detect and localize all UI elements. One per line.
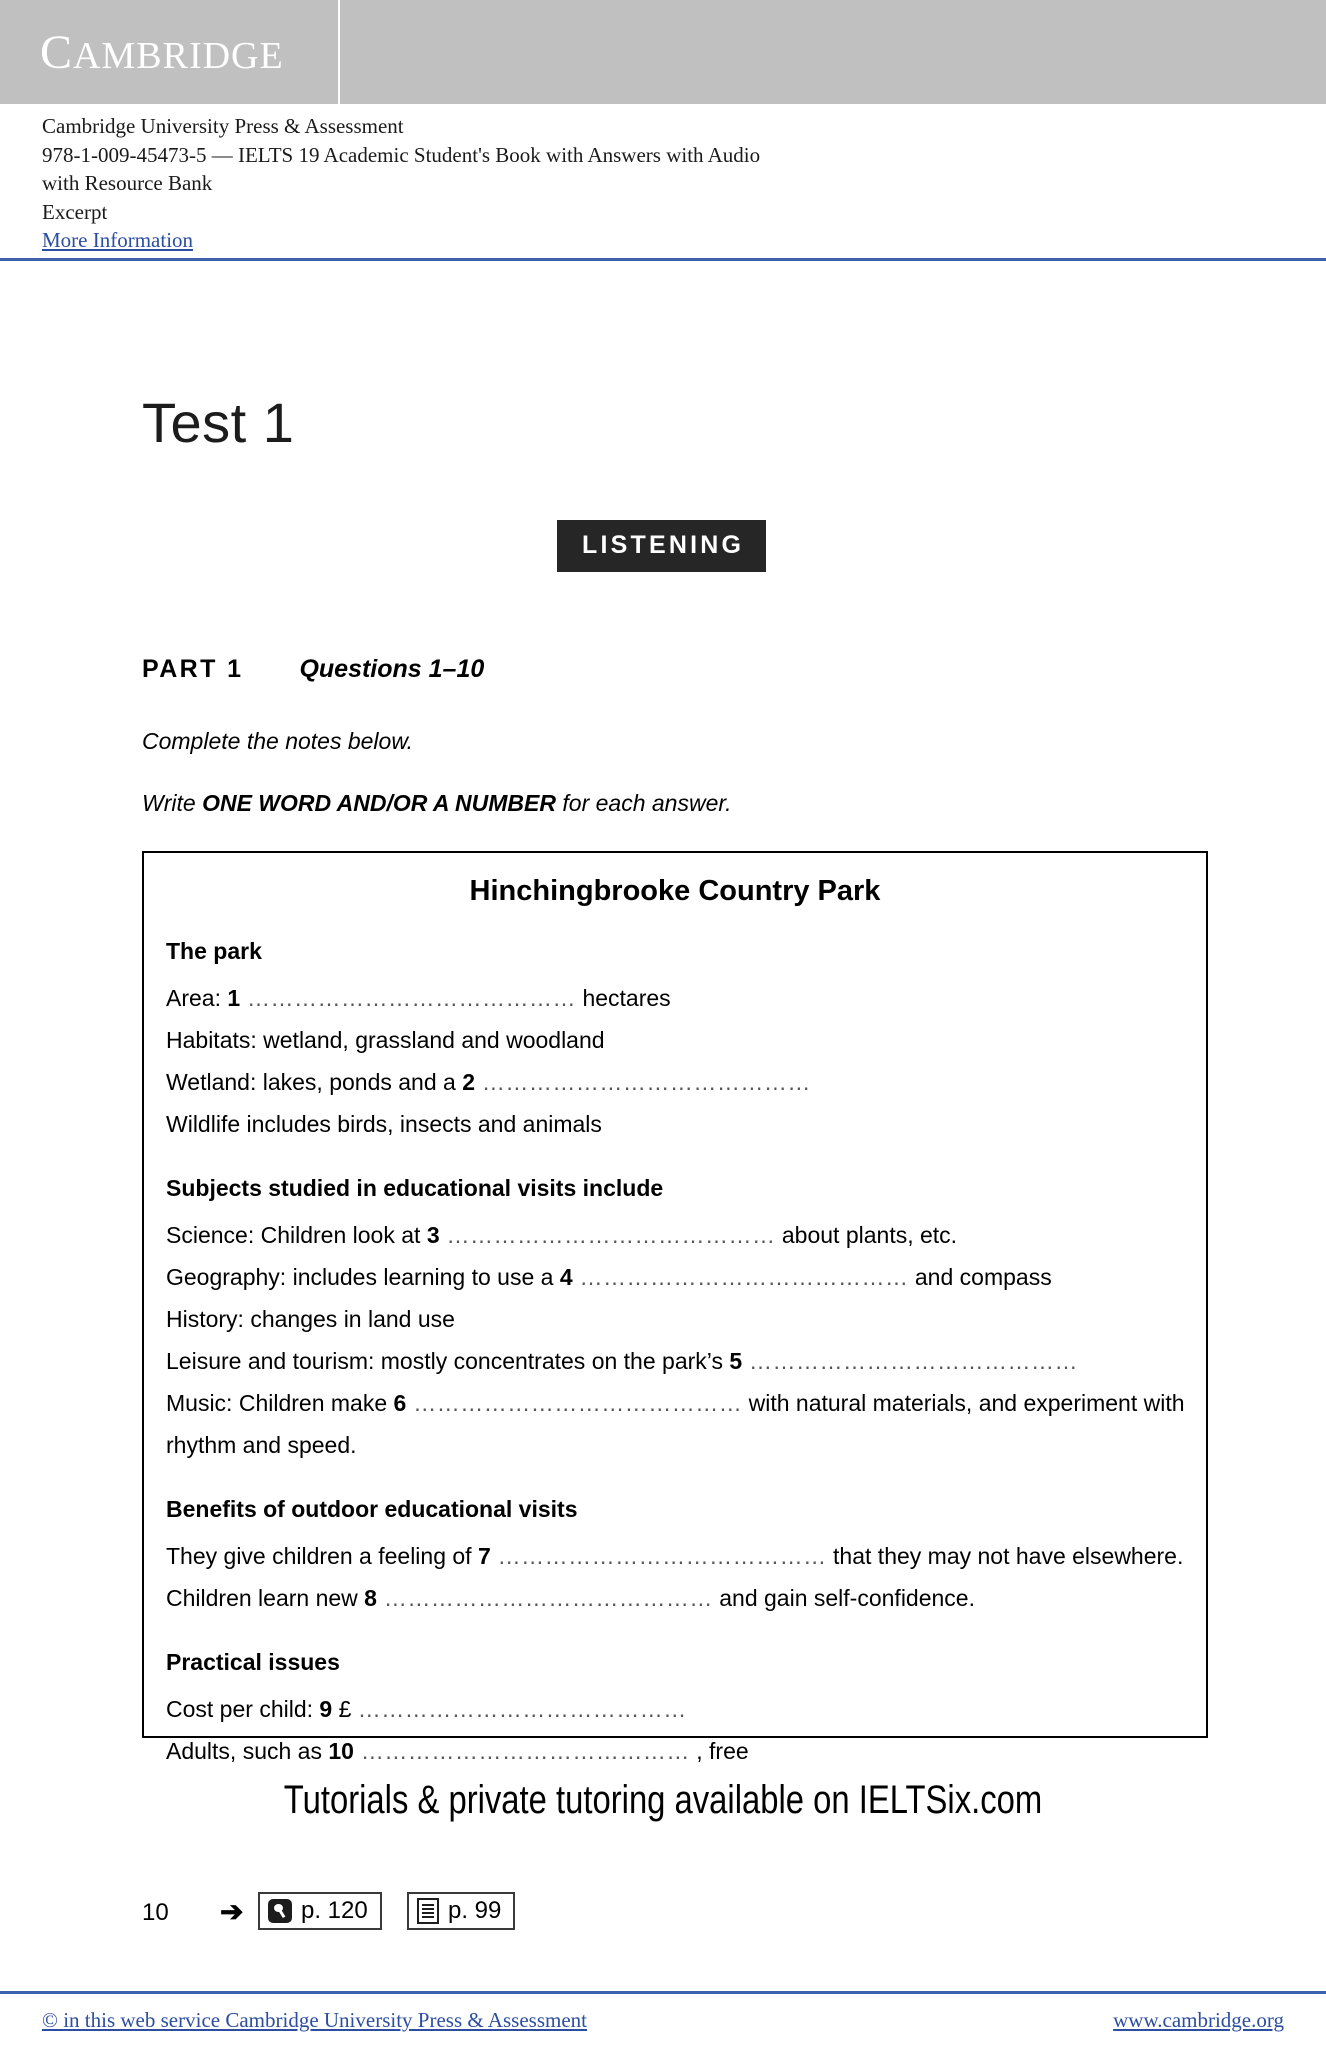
notes-line-text: Music: Children make bbox=[166, 1390, 394, 1416]
excerpt-label: Excerpt bbox=[42, 199, 108, 224]
page-number: 10 bbox=[142, 1899, 169, 1926]
notes-line-text-post: that they may not have elsewhere. bbox=[826, 1543, 1184, 1569]
part-questions-range: Questions 1–10 bbox=[299, 655, 485, 683]
notes-line bbox=[166, 1061, 1186, 1103]
notes-group bbox=[166, 1167, 1186, 1466]
arrow-right-icon: ➔ bbox=[220, 1896, 244, 1927]
notes-line bbox=[166, 1340, 1186, 1382]
instruction-word-limit-post: for each answer. bbox=[556, 790, 732, 816]
publisher-name: Cambridge University Press & Assessment bbox=[42, 114, 404, 138]
page-title: Test 1 bbox=[142, 391, 295, 454]
audio-reference-chip[interactable] bbox=[258, 1892, 382, 1930]
answer-blank-dots[interactable]: …………………………………… bbox=[490, 1543, 827, 1569]
notes-line-text: Cost per child: bbox=[166, 1696, 320, 1722]
notes-box-title: Hinchingbrooke Country Park bbox=[469, 875, 881, 907]
notes-line-text: Geography: includes learning to use a bbox=[166, 1264, 560, 1290]
notes-group-heading: Benefits of outdoor educational visits bbox=[166, 1496, 578, 1522]
footer-divider-rule bbox=[0, 1991, 1326, 1994]
question-number: 7 bbox=[477, 1543, 491, 1569]
question-number: 10 bbox=[328, 1738, 354, 1764]
notes-line-text: They give children a feeling of bbox=[166, 1543, 478, 1569]
answer-blank-dots[interactable]: …………………………………… bbox=[240, 985, 577, 1011]
notes-group bbox=[166, 1488, 1186, 1619]
answer-blank-dots[interactable]: …………………………………… bbox=[357, 1696, 687, 1722]
notes-line bbox=[166, 1730, 1186, 1772]
notes-line-text: Habitats: wetland, grassland and woodland bbox=[166, 1027, 605, 1053]
part-heading-row bbox=[142, 655, 484, 684]
question-number: 8 bbox=[364, 1585, 377, 1611]
instruction-word-limit-emphasis: ONE WORD AND/OR A NUMBER bbox=[202, 790, 556, 816]
isbn-title-line: 978-1-009-45473-5 — IELTS 19 Academic Student's Book with Answers with Audio bbox=[42, 142, 761, 167]
notes-completion-box bbox=[142, 851, 1208, 1764]
notes-group bbox=[166, 1641, 1186, 1772]
part-label: PART 1 bbox=[142, 655, 244, 683]
notes-line-text-post: with natural materials, and experiment with rhythm and speed. bbox=[166, 1390, 1185, 1458]
question-number: 4 bbox=[559, 1264, 573, 1290]
notes-group-heading: Subjects studied in educational visits include bbox=[166, 1175, 664, 1201]
notes-line-mid: £ bbox=[332, 1696, 358, 1722]
more-information-link[interactable]: More Information bbox=[42, 228, 194, 252]
notes-line bbox=[166, 1535, 1186, 1577]
notes-line bbox=[166, 977, 1186, 1019]
notes-line-text: Science: Children look at bbox=[166, 1222, 427, 1248]
answers-reference-chip[interactable] bbox=[407, 1892, 515, 1930]
promo-banner-text: Tutorials & private tutoring available on IELTSix.com bbox=[283, 1778, 1043, 1822]
resource-bank-line: with Resource Bank bbox=[42, 171, 213, 195]
answer-blank-dots[interactable]: …………………………………… bbox=[406, 1390, 743, 1416]
notes-line-text: Leisure and tourism: mostly concentrates on the park’s bbox=[166, 1348, 730, 1374]
audio-reference-label: p. 120 bbox=[301, 1897, 368, 1924]
audio-icon bbox=[268, 1899, 292, 1923]
notes-line-text-post: and gain self-confidence. bbox=[712, 1585, 975, 1611]
notes-line bbox=[166, 1256, 1186, 1298]
publisher-banner bbox=[0, 0, 1326, 104]
notes-group-heading: The park bbox=[166, 938, 262, 964]
answer-blank-dots[interactable]: …………………………………… bbox=[353, 1738, 690, 1764]
publisher-logo-cell bbox=[0, 0, 340, 104]
notes-line-text: Wetland: lakes, ponds and a bbox=[166, 1069, 463, 1095]
notes-line bbox=[166, 1577, 1186, 1619]
footer-copyright-link[interactable]: © in this web service Cambridge University Press & Assessment bbox=[42, 2008, 587, 2032]
answer-blank-dots[interactable]: …………………………………… bbox=[376, 1585, 713, 1611]
notes-line bbox=[166, 1103, 1186, 1145]
cambridge-logo-initial: C bbox=[40, 25, 74, 79]
question-number: 1 bbox=[227, 985, 241, 1011]
notes-line-text-post: , free bbox=[689, 1738, 749, 1764]
answer-blank-dots[interactable]: …………………………………… bbox=[572, 1264, 909, 1290]
footer-website-link[interactable]: www.cambridge.org bbox=[1113, 2008, 1284, 2032]
instruction-word-limit bbox=[142, 790, 732, 817]
notes-box-body bbox=[144, 930, 1206, 1772]
question-number: 9 bbox=[319, 1696, 333, 1722]
answers-reference-label: p. 99 bbox=[448, 1897, 502, 1924]
instruction-complete-notes: Complete the notes below. bbox=[142, 728, 414, 754]
notes-line-text-post: about plants, etc. bbox=[775, 1222, 958, 1248]
instruction-word-limit-pre: Write bbox=[142, 790, 203, 816]
notes-line bbox=[166, 1214, 1186, 1256]
answer-blank-dots[interactable]: …………………………………… bbox=[439, 1222, 776, 1248]
notes-line bbox=[166, 1019, 1186, 1061]
header-divider-rule bbox=[0, 258, 1326, 261]
notes-group-heading: Practical issues bbox=[166, 1649, 340, 1675]
question-number: 5 bbox=[729, 1348, 743, 1374]
cambridge-logo-rest: AMBRIDGE bbox=[73, 34, 284, 77]
notes-line-text-post: hectares bbox=[576, 985, 671, 1011]
question-number: 3 bbox=[426, 1222, 440, 1248]
notes-line-text: Adults, such as bbox=[166, 1738, 329, 1764]
notes-line-text: Children learn new bbox=[166, 1585, 365, 1611]
notes-group bbox=[166, 930, 1186, 1145]
answer-blank-dots[interactable]: …………………………………… bbox=[742, 1348, 1079, 1374]
section-badge-listening: LISTENING bbox=[557, 520, 766, 572]
answer-blank-dots[interactable]: …………………………………… bbox=[475, 1069, 811, 1095]
notes-line bbox=[166, 1688, 1186, 1730]
notes-line-text: Area: bbox=[166, 985, 228, 1011]
question-number: 2 bbox=[462, 1069, 476, 1095]
question-number: 6 bbox=[393, 1390, 407, 1416]
cambridge-logo bbox=[0, 25, 284, 80]
notes-line-text-post: and compass bbox=[908, 1264, 1052, 1290]
header-metadata bbox=[42, 112, 1242, 255]
notes-line-text: History: changes in land use bbox=[166, 1306, 455, 1332]
answer-sheet-icon bbox=[417, 1898, 439, 1924]
notes-line bbox=[166, 1298, 1186, 1340]
notes-line-text: Wildlife includes birds, insects and animals bbox=[166, 1111, 602, 1137]
notes-line bbox=[166, 1382, 1186, 1466]
